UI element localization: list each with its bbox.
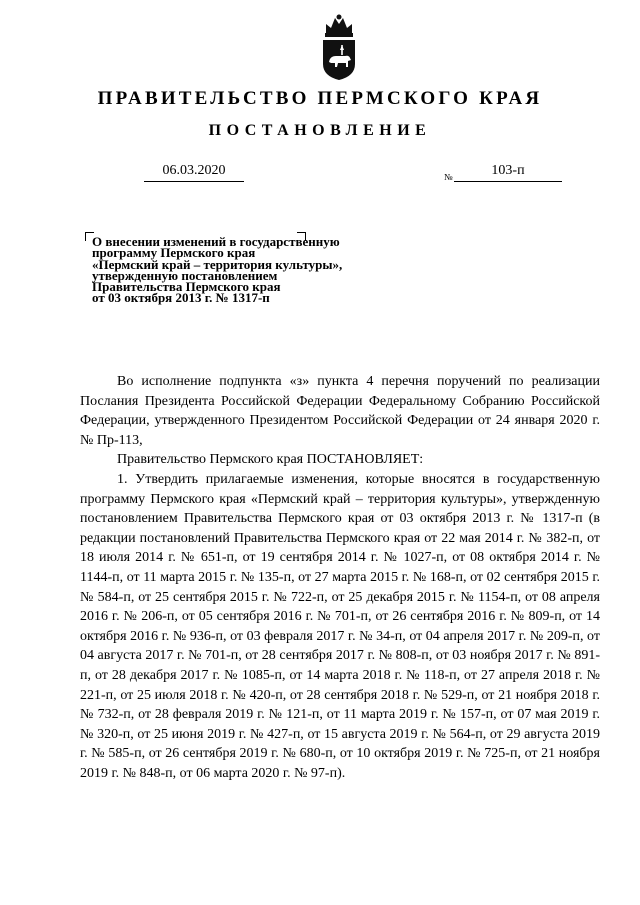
clause-1-paragraph: 1. Утвердить прилагаемые изменения, которые вносятся в государственную программу Пермского края «Пермский край – территория культуры», утвержденную постановлением Правительства Пермского края от 03 октября 2013 г. № 1317-п (в редакции постановлений Правительства Пермского края от 22 мая 2014 г. № 382-п, от 18 июля 2014 г. № 651-п, от 19 сентября 2014 г. № 1027-п, от 08 октября 2014 г. № 1144-п, от 11 марта 2015 г. № 135-п, от 27 марта 2015 г. № 168-п, от 02 сентября 2015 г. № 584-п, от 25 сентября 2015 г. № 722-п, от 25 декабря 2015 г. № 1154-п, от 08 апреля 2016 г. № 206-п, от 05 сентября 2016 г. № 701-п, от 26 сентября 2016 г. № 809-п, от 14 октября 2016 г. № 936-п, от 03 февраля 2017 г. № 34-п, от 04 апреля 2017 г. № 209-п, от 04 августа 2017 г. № 701-п, от 28 сентября 2017 г. № 808-п, от 03 ноября 2017 г. № 891-п, от 28 декабря 2017 г. № 1085-п, от 14 марта 2018 г. № 118-п, от 27 апреля 2018 г. № 221-п, от 25 июля 2018 г. № 420-п, от 28 сентября 2018 г. № 529-п, от 21 ноября 2018 г. № 732-п, от 28 февраля 2019 г. № 121-п, от 11 марта 2019 г. № 157-п, от 07 мая 2019 г. № 320-п, от 25 июня 2019 г. № 427-п, от 15 августа 2019 г. № 564-п, от 29 августа 2019 г. № 585-п, от 26 сентября 2019 г. № 680-п, от 10 октября 2019 г. № 725-п, от 21 ноября 2019 г. № 848-п, от 06 марта 2020 г. № 97-п). [80,471,600,781]
document-number: 103-п [454,163,562,182]
perm-coat-of-arms-icon [318,12,360,82]
document-subject [92,236,412,304]
subject-line: утвержденную постановлением [92,267,278,283]
subject-line: от 03 октября 2013 г. № 1317-п [92,290,270,306]
preamble-paragraph: Во исполнение подпункта «з» пункта 4 перечня поручений по реализации Послания Президента Российской Федерации Федеральному Собранию Российской Федерации, утвержденного Президентом Российской Федерации от 24 января 2020 г. № Пр-113, [80,374,600,448]
number-sign: № [444,172,453,182]
document-date: 06.03.2020 [144,163,244,182]
subject-line: «Пермский край – территория культуры», [92,256,343,272]
subject-line: Правительства Пермского края [92,279,281,295]
subject-line: О внесении изменений в государственную [92,234,340,249]
document-body [80,372,600,783]
resolution-statement: Правительство Пермского края ПОСТАНОВЛЯЕТ: [117,452,424,468]
document-type: ПОСТАНОВЛЕНИЕ [208,122,432,139]
government-title: ПРАВИТЕЛЬСТВО ПЕРМСКОГО КРАЯ [97,88,543,109]
crown-icon [325,15,353,38]
subject-line: программу Пермского края [92,245,256,261]
